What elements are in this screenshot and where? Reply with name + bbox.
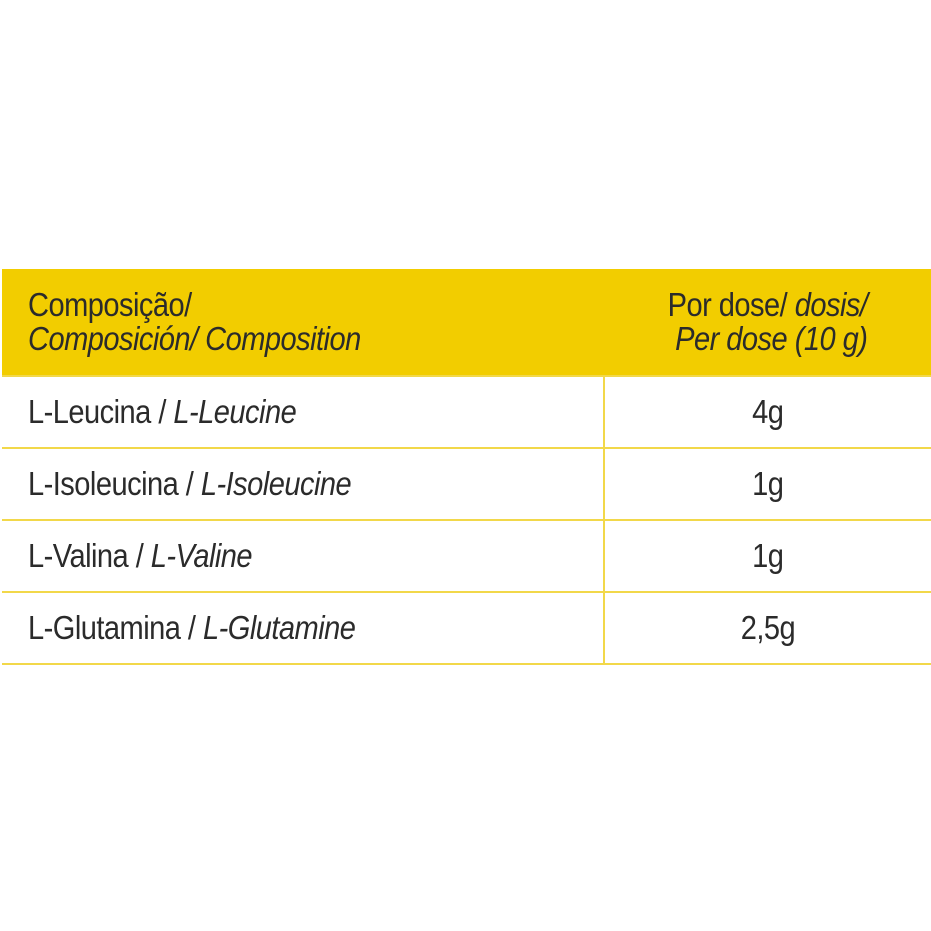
dose-header [604, 269, 931, 376]
ingredient-dose-value: 4g [752, 393, 784, 430]
ingredient-name [2, 448, 604, 520]
table-header-row [2, 269, 931, 376]
ingredient-dose-value: 1g [752, 537, 784, 574]
ingredient-name-en: L-Valine [150, 537, 253, 574]
ingredient-dose [604, 376, 931, 448]
ingredient-name-en: L-Leucine [173, 393, 297, 430]
ingredient-name-pt: L-Isoleucina / [28, 465, 201, 502]
dose-header-line2: Per dose (10 g) [675, 320, 868, 357]
ingredient-name-en: L-Glutamine [202, 609, 356, 646]
ingredient-name-pt: L-Glutamina / [28, 609, 203, 646]
ingredient-dose [604, 448, 931, 520]
ingredient-dose-value: 1g [752, 465, 784, 502]
ingredient-name-pt: L-Leucina / [28, 393, 174, 430]
ingredient-name-en: L-Isoleucine [200, 465, 352, 502]
table-row [2, 520, 931, 592]
dose-header-es: dosis/ [794, 286, 868, 323]
ingredient-name-pt: L-Valina / [28, 537, 151, 574]
table-row [2, 448, 931, 520]
composition-table [2, 269, 931, 665]
dose-header-pt: Por dose/ [667, 286, 795, 323]
ingredient-dose [604, 520, 931, 592]
table-row [2, 592, 931, 664]
table-row [2, 376, 931, 448]
composition-header [2, 269, 604, 376]
ingredient-name [2, 592, 604, 664]
ingredient-name [2, 376, 604, 448]
ingredient-dose [604, 592, 931, 664]
ingredient-name [2, 520, 604, 592]
composition-header-line2: Composición/ Composition [28, 320, 361, 357]
composition-header-line1: Composição/ [28, 286, 192, 323]
ingredient-dose-value: 2,5g [740, 609, 796, 646]
